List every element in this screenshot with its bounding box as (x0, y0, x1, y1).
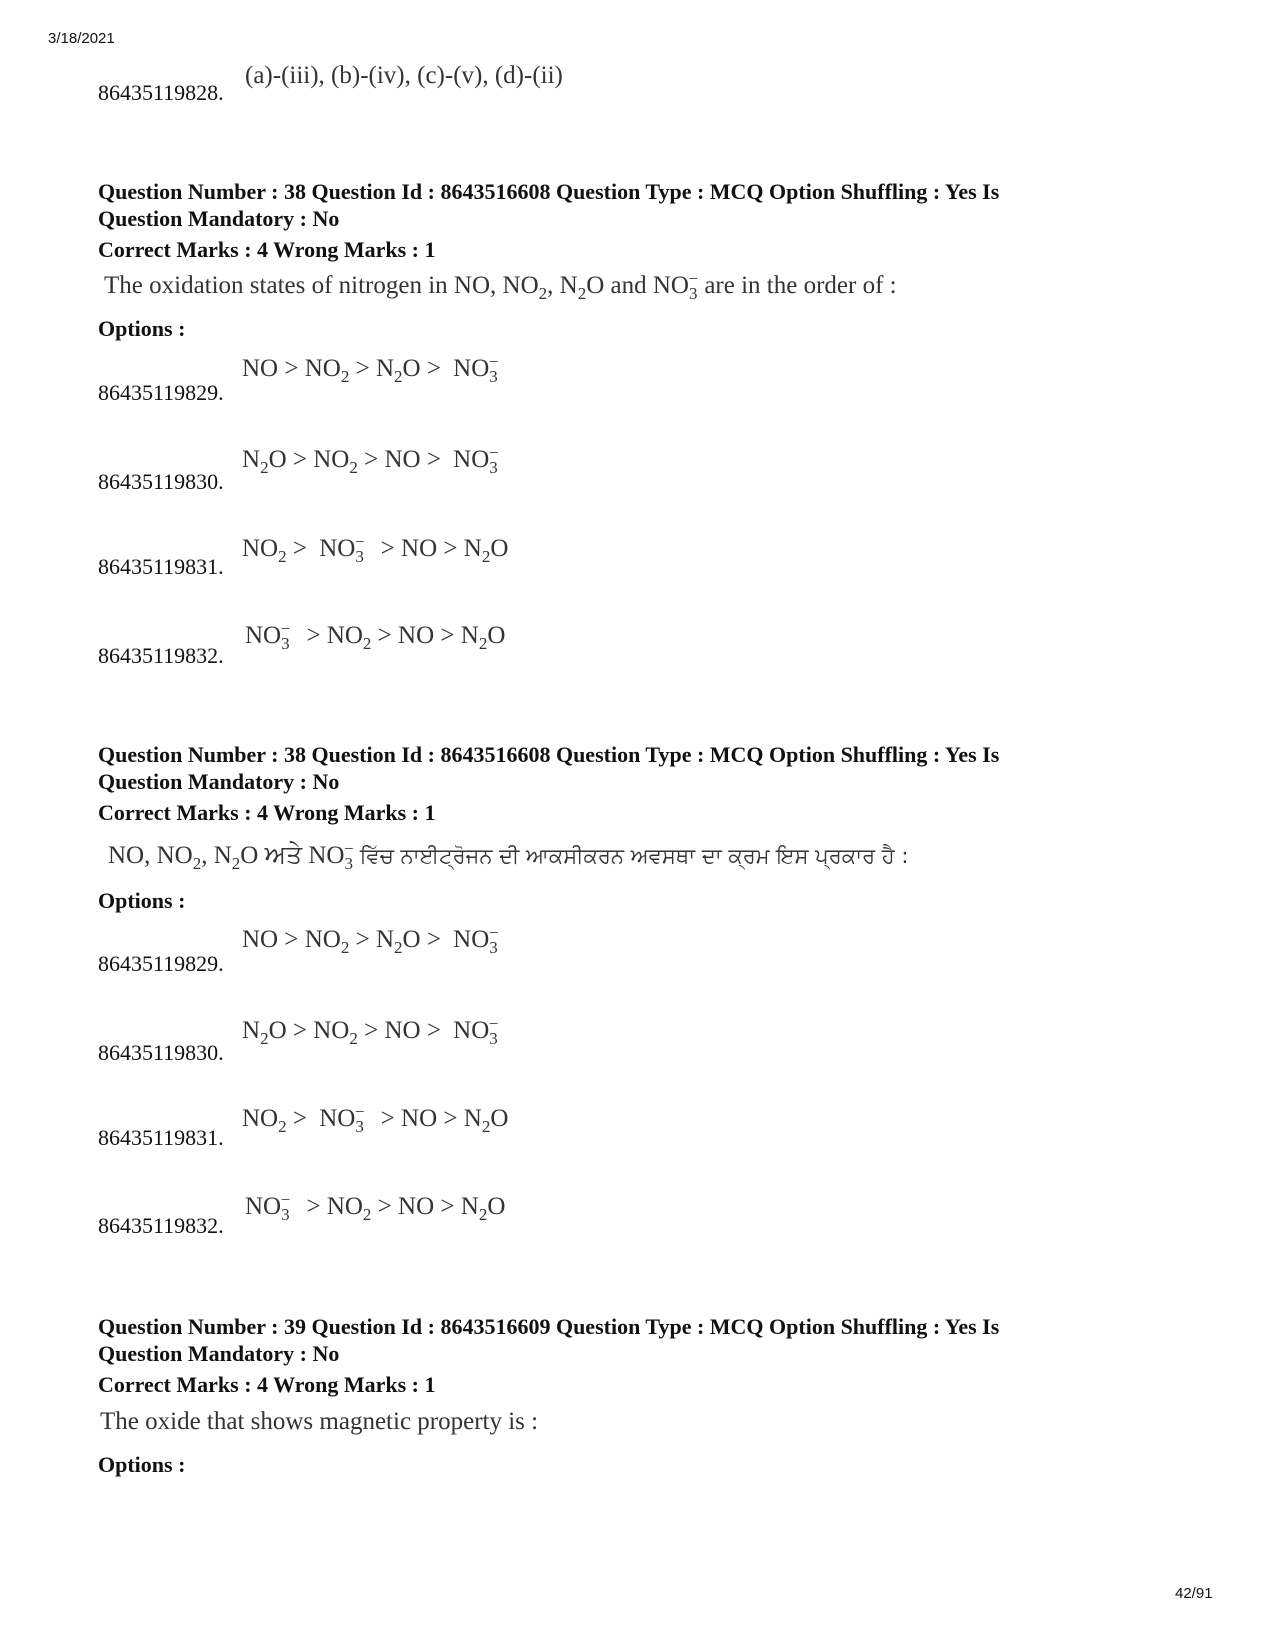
option-id: 86435119830. (98, 1040, 224, 1065)
stem-text: are in the order of : (704, 272, 897, 299)
option-id: 86435119829. (98, 380, 224, 405)
option-text: (a)-(iii), (b)-(iv), (c)-(v), (d)-(ii) (245, 62, 563, 89)
option-id: 86435119831. (98, 1125, 224, 1150)
option-formula: $NO_2 > NO_3^-$ > NO > $N_2O$ (242, 1102, 509, 1136)
option-formula: NO > $NO_2 > N_2O > NO_3^-$ (242, 923, 499, 957)
options-label: Options : (98, 316, 186, 341)
nitrate-ion (308, 839, 354, 873)
stem-text: , N (547, 272, 578, 299)
stem-text: O and (586, 272, 647, 299)
option-id: 86435119830. (98, 469, 224, 494)
page-number: 42/91 (1175, 1585, 1213, 1602)
options-label: Options : (98, 1452, 186, 1477)
formula-text: NO (652, 272, 689, 299)
stem-text: O ਅਤੇ (240, 842, 303, 869)
option-id: 86435119831. (98, 554, 224, 579)
print-date: 3/18/2021 (48, 30, 115, 47)
question-header-line: Question Number : 39 Question Id : 8643516609 Question Type : MCQ Option Shuffling : Yes Is (98, 1314, 1000, 1339)
option-id: 86435119828. (98, 80, 224, 105)
option-id: 86435119832. (98, 643, 224, 668)
option-formula: $N_2O > NO_2$ > NO > $NO_3^-$ (242, 1014, 499, 1048)
question-header-line: Question Number : 38 Question Id : 8643516608 Question Type : MCQ Option Shuffling : Yes Is (98, 742, 1000, 767)
option-formula: NO > $NO_2 > N_2O > NO_3^-$ (242, 352, 499, 386)
stem-text: ਵਿੱਚ ਨਾਈਟ੍ਰੋਜਨ ਦੀ ਆਕਸੀਕਰਨ ਅਵਸਥਾ ਦਾ ਕ੍ਰਮ ਇਸ ਪ੍ਰਕਾਰ ਹੈ : (359, 844, 909, 868)
stem-text: , N (201, 842, 232, 869)
marks-info: Correct Marks : 4 Wrong Marks : 1 (98, 800, 436, 825)
subscript: 3 (344, 854, 353, 873)
option-formula: $NO_2 > NO_3^-$ > NO > $N_2O$ (242, 532, 509, 566)
question-stem (104, 269, 897, 303)
option-id: 86435119832. (98, 1213, 224, 1238)
stem-text: The oxidation states of nitrogen in NO, NO (104, 272, 539, 299)
superscript: − (688, 269, 699, 288)
subscript: 2 (577, 284, 587, 303)
question-header-line: Question Number : 38 Question Id : 8643516608 Question Type : MCQ Option Shuffling : Yes Is (98, 179, 1000, 204)
nitrate-ion (652, 269, 699, 303)
marks-info: Correct Marks : 4 Wrong Marks : 1 (98, 237, 436, 262)
question-header (98, 1313, 1158, 1367)
subscript: 2 (538, 284, 548, 303)
stem-text: NO, NO (108, 842, 193, 869)
subscript: 3 (688, 284, 698, 303)
question-stem (108, 839, 909, 873)
question-header (98, 741, 1158, 795)
question-header-line: Question Mandatory : No (98, 769, 340, 794)
question-header-line: Question Mandatory : No (98, 206, 340, 231)
subscript: 2 (231, 854, 241, 873)
question-header (98, 178, 1158, 232)
question-header-line: Question Mandatory : No (98, 1341, 340, 1366)
option-id: 86435119829. (98, 951, 224, 976)
options-label: Options : (98, 888, 186, 913)
option-formula: $NO_3^- > NO_2$ > NO > $N_2O$ (245, 619, 506, 653)
superscript: − (343, 839, 354, 858)
option-formula: $N_2O > NO_2$ > NO > $NO_3^-$ (242, 443, 499, 477)
formula-text: NO (308, 842, 345, 869)
marks-info: Correct Marks : 4 Wrong Marks : 1 (98, 1372, 436, 1397)
option-formula: $NO_3^- > NO_2$ > NO > $N_2O$ (245, 1190, 506, 1224)
question-stem: The oxide that shows magnetic property is : (100, 1408, 539, 1435)
subscript: 2 (192, 854, 202, 873)
